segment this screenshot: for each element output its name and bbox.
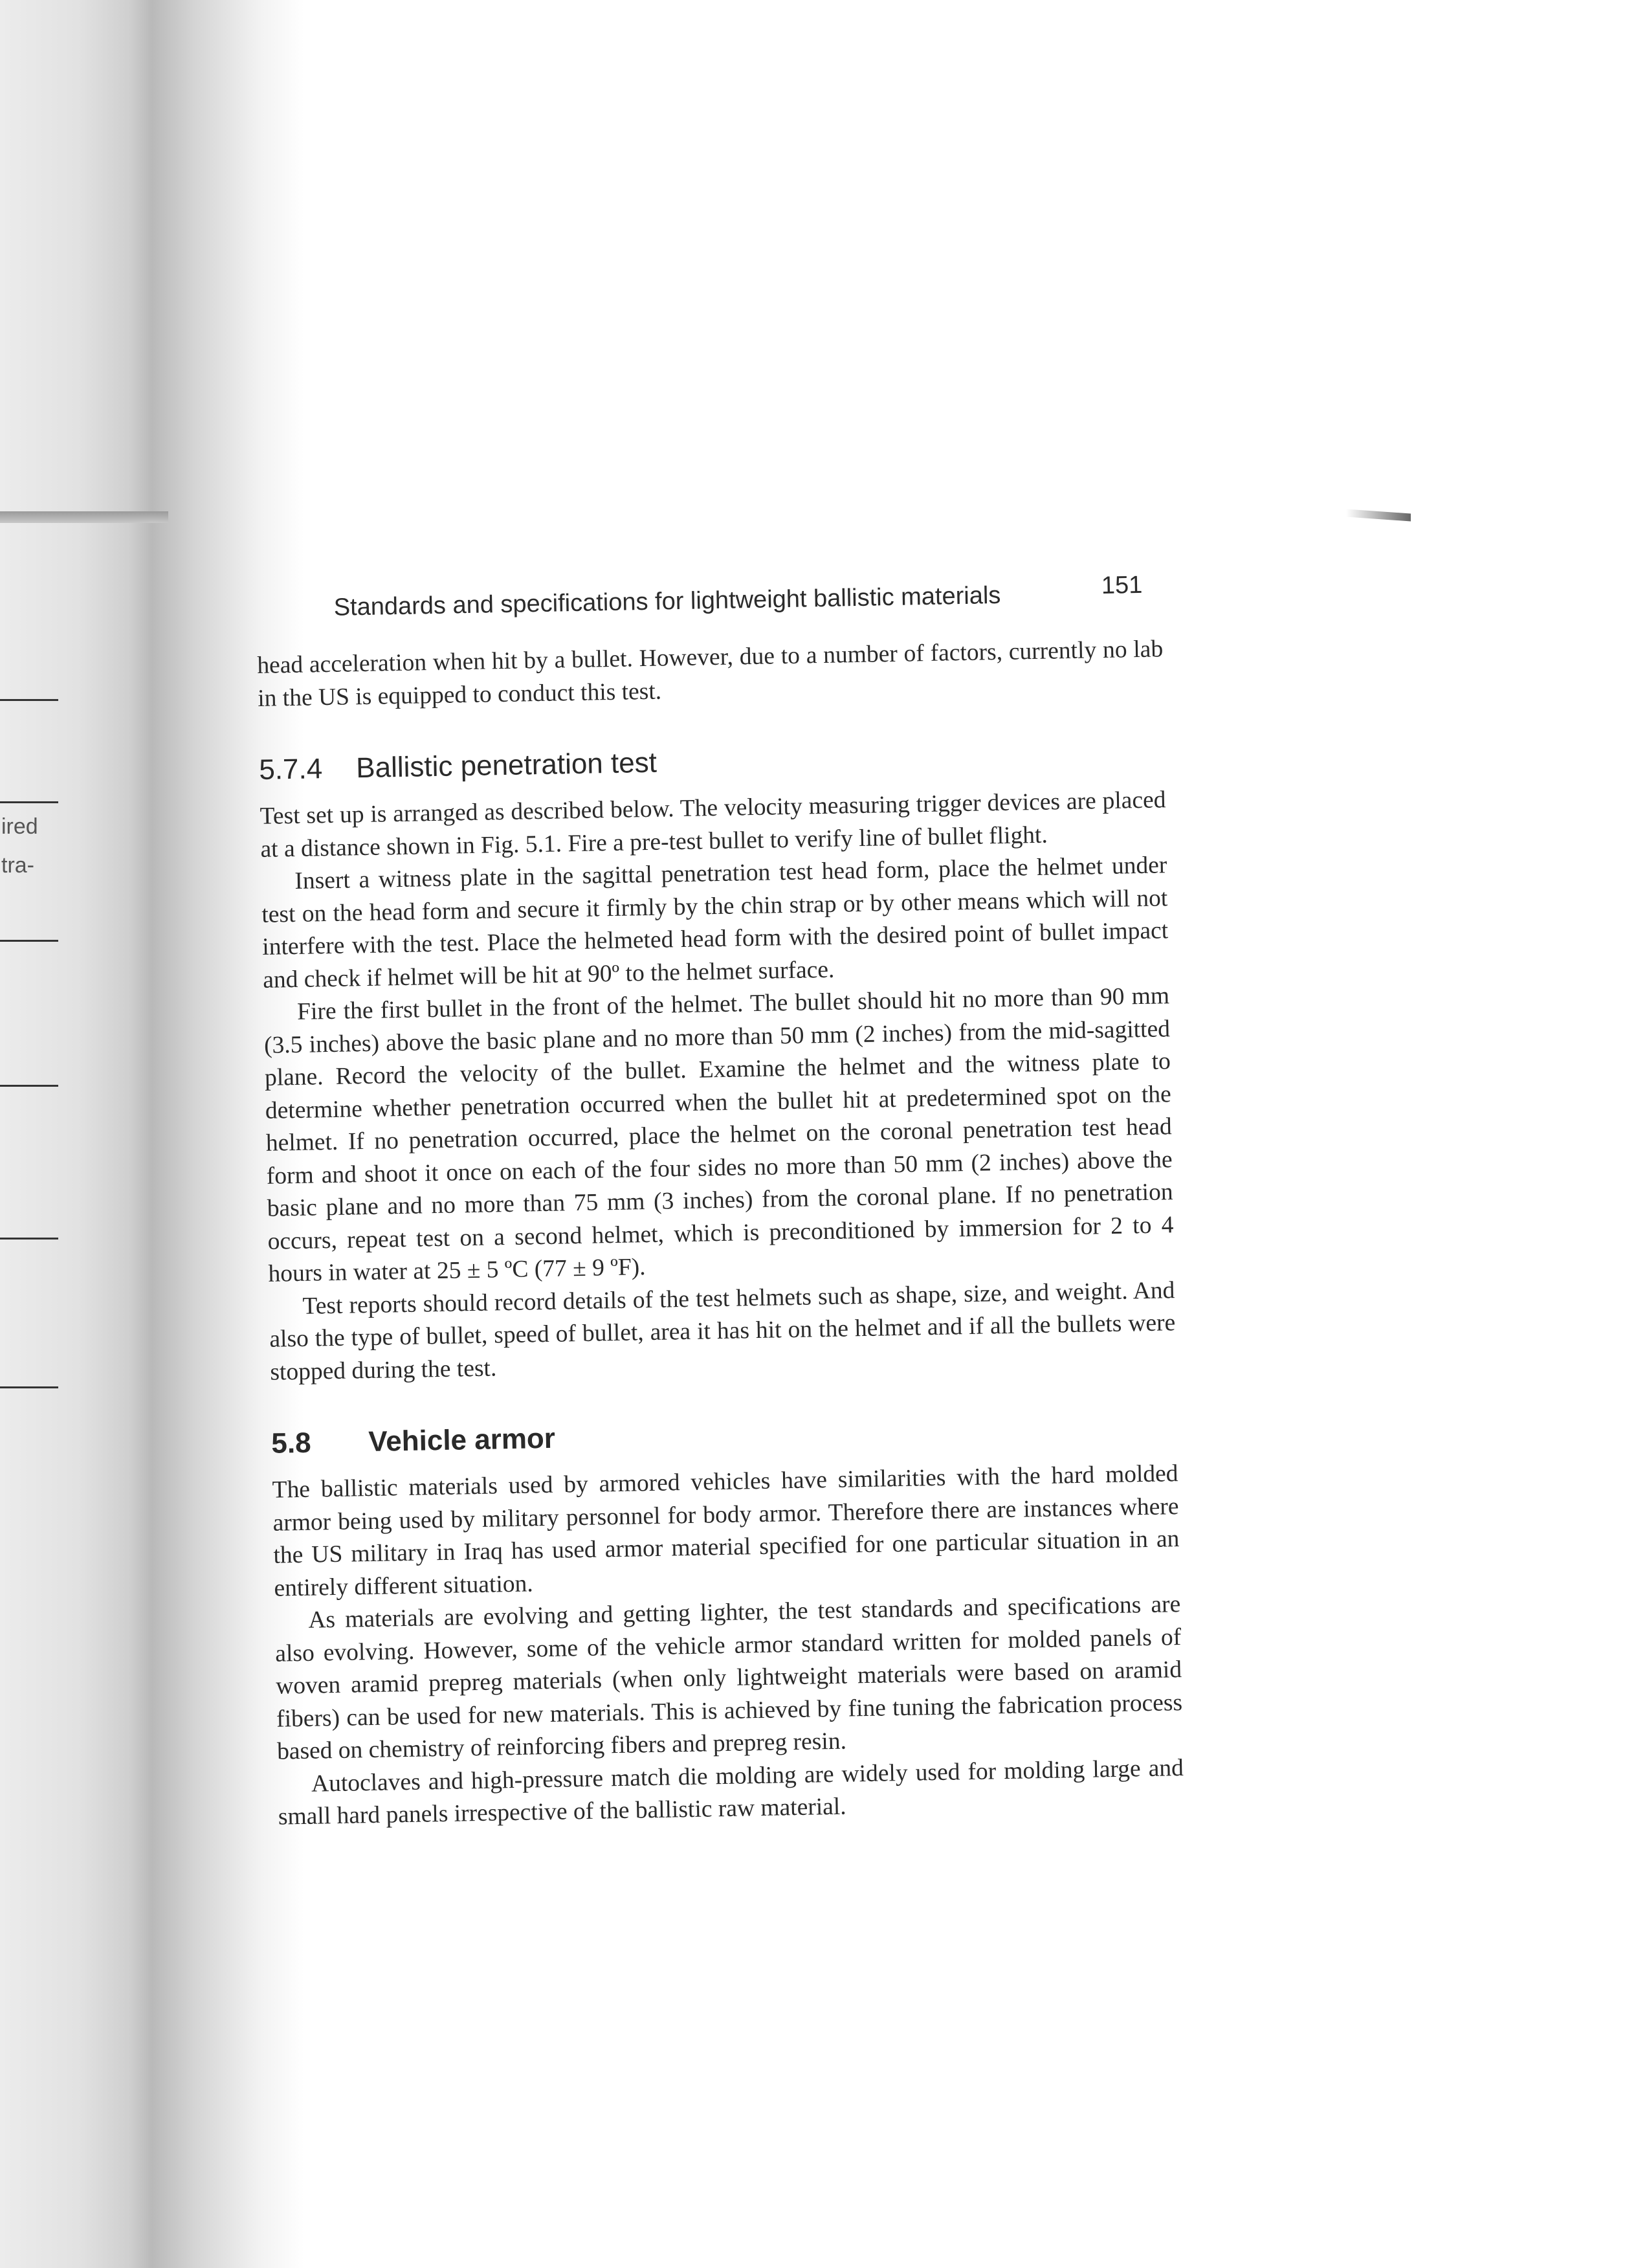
previous-page-word: tra- xyxy=(1,853,34,878)
previous-page-rule xyxy=(0,1085,58,1087)
previous-page-rule xyxy=(0,1238,58,1240)
section-number: 5.7.4 xyxy=(258,753,323,786)
previous-page-fragment xyxy=(0,699,58,1476)
section-number: 5.8 xyxy=(271,1427,311,1460)
running-head xyxy=(256,566,1162,621)
section-heading-5-7-4 xyxy=(259,737,1166,786)
body-paragraph: Test reports should record details of the test helmets such as shape, size, and weight. And also the type of bullet, speed of bullet, area it has hit on the helmet and if all the bullets were stopped during the test. xyxy=(269,1276,1176,1386)
page-edge-mark-left xyxy=(0,511,168,523)
body-paragraph: The ballistic materials used by armored vehicles have similarities with the hard molded armor being used by military personnel for body armor. Therefore there are instances where the US military in Iraq has used armor material specified for one particular situation in an entirely different situation. xyxy=(272,1460,1180,1602)
body-paragraph: Test set up is arranged as described below. The velocity measuring trigger devices are placed at a distance shown in Fig. 5.1. Fire a pre-test bullet to verify line of bullet flight. xyxy=(260,786,1166,863)
previous-page-rule xyxy=(0,1386,58,1388)
section-title: Vehicle armor xyxy=(368,1422,556,1458)
previous-page-word: ired xyxy=(1,814,38,839)
body-paragraph: Insert a witness plate in the sagittal penetration test head form, place the helmet under test on the head form and secure it firmly by the chin strap or by other means which will not interfere with the test. Place the helmeted head form with the desired point of bullet impact and check if helmet will be hit at 90º to the helmet surface. xyxy=(261,852,1169,994)
running-head-title: Standards and specifications for lightweight ballistic materials xyxy=(333,581,1001,621)
body-paragraph: As materials are evolving and getting lighter, the test standards and specifications are also evolving. However, some of the vehicle armor standard written for molded panels of woven aramid prepreg materials (when only lightweight materials were based on aramid fibers) can be used for new materials. This is achieved by fine tuning the fabrication process based on chemistry of reinforcing fibers and prepreg resin. xyxy=(274,1591,1183,1765)
page-number: 151 xyxy=(1101,571,1143,600)
intro-paragraph: head acceleration when hit by a bullet. However, due to a number of factors, currently no lab in the US is equipped to conduct this test. xyxy=(256,636,1164,712)
previous-page-rule xyxy=(0,801,58,803)
body-paragraph: Fire the first bullet in the front of the helmet. The bullet should hit no more than 90 mm (3.5 inches) above the basic plane and no more than 50 mm (2 inches) from the mid-sagitted plane. Record the velocity of the bullet. Examine the helmet and the witness plate to determine whether penetration occurred when the bullet hit at predetermined spot on the helmet. If no penetration occurred, place the helmet on the coronal penetration test head form and shoot it once on each of the four sides no more than 50 mm (2 inches) above the basic plane and no more than 75 mm (3 inches) from the coronal plane. If no penetration occurs, repeat test on a second helmet, which is preconditioned by immersion for 2 to 4 hours in water at 25 ± 5 ºC (77 ± 9 ºF). xyxy=(263,983,1174,1287)
previous-page-rule xyxy=(0,699,58,701)
page-edge-mark-right xyxy=(1346,509,1411,522)
previous-page-rule xyxy=(0,940,58,942)
body-paragraph: Autoclaves and high-pressure match die molding are widely used for molding large and small hard panels irrespective of the ballistic raw material. xyxy=(278,1754,1184,1830)
book-page xyxy=(256,566,1184,1834)
section-heading-5-8 xyxy=(271,1411,1178,1460)
section-title: Ballistic penetration test xyxy=(355,746,658,784)
